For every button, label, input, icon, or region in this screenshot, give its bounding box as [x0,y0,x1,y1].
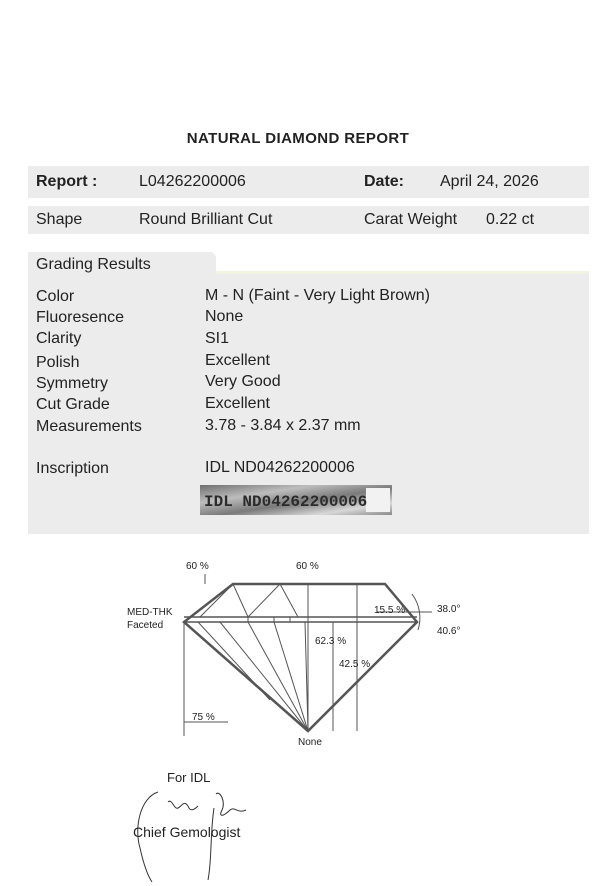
pavilion-facet [198,622,270,700]
report-header-bar [28,166,589,198]
inscription-photo [200,485,392,515]
inscription-value: IDL ND04262200006 [205,459,355,476]
cut-grade-label: Cut Grade [36,396,110,413]
color-value: M - N (Faint - Very Light Brown) [205,287,430,304]
chief-gemologist-label: Chief Gemologist [133,824,241,840]
polish-value: Excellent [205,352,270,369]
fluorescence-value: None [205,308,244,325]
summary-bar [28,206,589,234]
report-number: L04262200006 [139,173,246,190]
pavilion-angle-label: 40.6° [437,626,461,637]
grading-title: Grading Results [36,256,151,273]
report-title: NATURAL DIAMOND REPORT [186,130,410,147]
symmetry-value: Very Good [205,373,281,390]
fluorescence-label: Fluoresence [36,309,125,326]
date-value: April 24, 2026 [440,173,539,190]
girdle-label-2: Faceted [127,620,164,631]
table-top-label: 60 % [296,561,319,572]
crown-facets [200,584,298,617]
grading-results-panel [28,252,589,534]
symmetry-label: Symmetry [36,375,108,392]
carat-label: Carat Weight [364,211,458,228]
crown-height-label: 15.5 % [374,605,406,616]
shape-value: Round Brilliant Cut [139,211,273,228]
tab-divider [216,271,589,274]
carat-value: 0.22 ct [486,211,535,228]
pavilion-facet [248,622,308,731]
clarity-value: SI1 [205,330,230,347]
report-label: Report : [36,173,98,190]
girdle-label-1: MED-THK [127,607,173,618]
culet-label: None [298,737,322,748]
measurements-label: Measurements [36,418,142,435]
pavilion-depth-label: 42.5 % [339,659,371,670]
total-depth-label: 62.3 % [315,636,347,647]
measurements-value: 3.78 - 3.84 x 2.37 mm [205,417,361,434]
inscription-label: Inscription [36,460,109,477]
crown-angle-label: 38.0° [437,604,461,615]
color-label: Color [36,288,75,305]
for-idl-label: For IDL [167,770,211,785]
pavilion-facet [220,622,308,731]
clarity-label: Clarity [36,330,82,347]
proportions-diagram [120,550,480,755]
polish-label: Polish [36,354,80,371]
table-left-label: 60 % [186,561,209,572]
cut-grade-value: Excellent [205,395,270,412]
inscription-photo-text: IDL ND04262200006 [204,493,368,511]
date-label: Date: [364,173,405,190]
shape-label: Shape [36,211,83,228]
lower-half-label: 75 % [192,712,215,723]
